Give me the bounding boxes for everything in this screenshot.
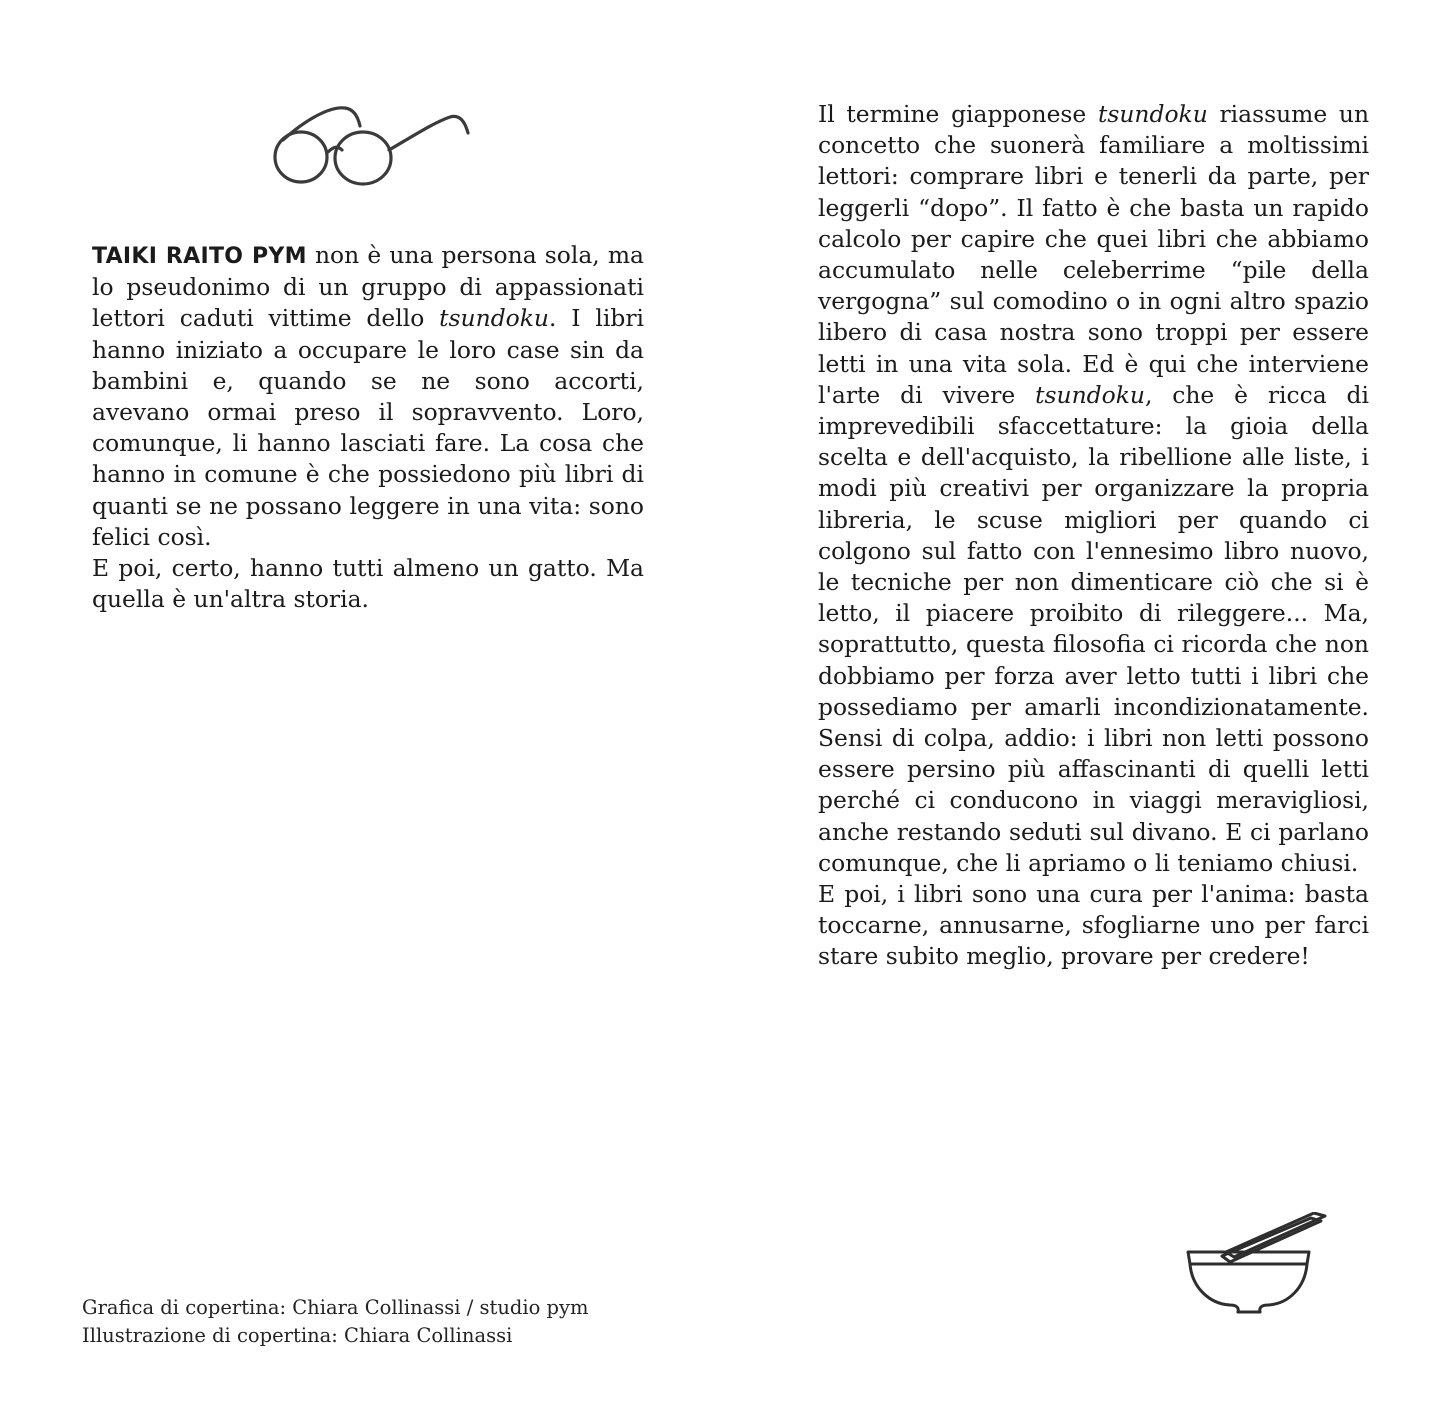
credits-line-illustration: Illustrazione di copertina: Chiara Collinassi bbox=[82, 1324, 513, 1347]
credits-line-graphics: Grafica di copertina: Chiara Collinassi / studio pym bbox=[82, 1296, 589, 1319]
right-paragraph-1 bbox=[818, 99, 1369, 879]
right-paragraph-2: E poi, i libri sono una cura per l'anima: basta toccarne, annusarne, sfogliarne uno per farci stare subito meglio, provare per credere! bbox=[818, 880, 1369, 971]
cover-credits bbox=[82, 1294, 702, 1350]
author-pseudonym: TAIKI RAITO PYM bbox=[92, 244, 307, 269]
left-p1-text-a: non è una persona sola, ma lo pseudonimo di un gruppo di appassionati lettori caduti vittime dello bbox=[92, 241, 645, 333]
left-p1-text-b: . I libri hanno iniziato a occupare le loro case sin da bambini e, quando se ne sono accorti, avevano ormai preso il sopravvento. Loro, comunque, li hanno lasciati fare. La cosa che hanno in comune è che possiedono più libri di quanti se ne possano leggere in una vita: sono felici così. bbox=[92, 304, 644, 551]
left-text-column bbox=[92, 240, 644, 615]
right-p1-text-a: Il termine giapponese bbox=[818, 100, 1098, 128]
term-tsundoku-2: tsundoku bbox=[1035, 380, 1145, 409]
eyeglasses-icon bbox=[272, 100, 477, 195]
left-paragraph-2: E poi, certo, hanno tutti almeno un gatto. Ma quella è un'altra storia. bbox=[92, 554, 644, 614]
bowl-chopsticks-icon bbox=[1178, 1212, 1338, 1317]
term-tsundoku-1: tsundoku bbox=[1097, 100, 1208, 128]
term-tsundoku: tsundoku bbox=[439, 304, 549, 333]
right-text-column bbox=[818, 99, 1369, 973]
left-paragraph-1 bbox=[92, 240, 644, 553]
right-p1-text-b: riassume un concetto che suonerà familiare a moltissimi lettori: comprare libri e tenerli da parte, per leggerli “dopo”. Il fatto è che basta un rapido calcolo per capire che quei libri che abbiamo accumulato nelle celeberrime “pile della vergogna” sul comodino o in ogni altro spazio libero di casa nostra sono troppi per essere letti in una vita sola. Ed è qui che interviene l'arte di vivere bbox=[818, 100, 1370, 409]
right-p1-text-c: , che è ricca di imprevedibili sfaccettature: la gioia della scelta e dell'acquisto, la ribellione alle liste, i modi più creativi per organizzare la propria libreria, le scuse migliori per quando ci colgono sul fatto con l'ennesimo libro nuovo, le tecniche per non dimenticare ciò che si è letto, il piacere proibito di rileggere... Ma, soprattutto, questa filosofia ci ricorda che non dobbiamo per forza aver letto tutti i libri che possediamo per amarli incondizionatamente. Sensi di colpa, addio: i libri non letti possono essere persino più affascinanti di quelli letti perché ci conducono in viaggi meravigliosi, anche restando seduti sul divano. E ci parlano comunque, che li apriamo o li teniamo chiusi. bbox=[818, 380, 1369, 877]
